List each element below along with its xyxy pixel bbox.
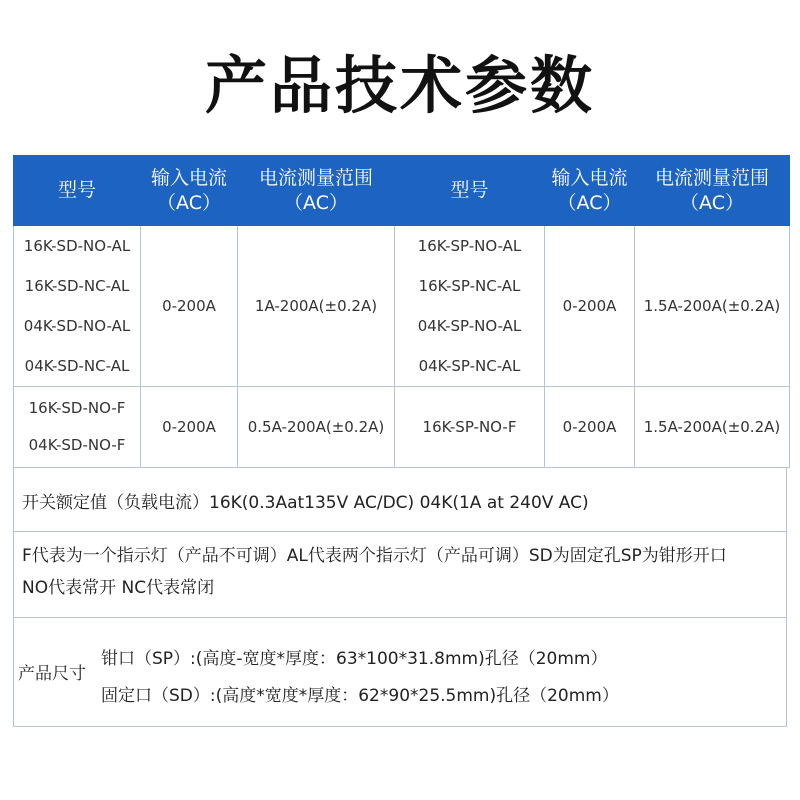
model-name: 16K-SD-NO-F <box>28 399 126 417</box>
header-model-2: 型号 <box>395 156 545 226</box>
model-name: 04K-SP-NC-AL <box>418 357 521 375</box>
model-name: 16K-SP-NC-AL <box>418 277 521 295</box>
model-name: 04K-SP-NO-AL <box>417 317 522 335</box>
header-measure-range: 电流测量范围 （AC） <box>238 156 395 226</box>
product-size-section <box>13 618 787 727</box>
model-name: 16K-SP-NO-AL <box>417 237 522 255</box>
model-name: 16K-SD-NC-AL <box>24 277 130 295</box>
size-sd-line: 固定口（SD）:(高度*宽度*厚度：62*90*25.5mm)孔径（20mm） <box>101 686 619 706</box>
model-name: 04K-SD-NC-AL <box>24 357 130 375</box>
model-name: 04K-SD-NO-AL <box>23 317 131 335</box>
header-measure-range-2: 电流测量范围 （AC） <box>635 156 790 226</box>
measure-range-cell: 1A-200A(±0.2A) <box>238 226 395 387</box>
header-input-current-2: 输入电流 （AC） <box>545 156 635 226</box>
legend-line: NO代表常开 NC代表常闭 <box>22 578 215 598</box>
product-size-label: 产品尺寸 <box>18 664 86 684</box>
spec-table <box>13 155 790 468</box>
model-name: 16K-SP-NO-F <box>395 387 545 468</box>
model-name: 04K-SD-NO-F <box>28 436 126 454</box>
input-current-cell: 0-200A <box>545 226 635 387</box>
legend-line: F代表为一个指示灯（产品不可调）AL代表两个指示灯（产品可调）SD为固定孔SP为钳形开口 <box>22 546 727 566</box>
measure-range-cell: 0.5A-200A(±0.2A) <box>238 387 395 468</box>
model-list-left <box>14 387 141 468</box>
size-sp-line: 钳口（SP）:(高度-宽度*厚度：63*100*31.8mm)孔径（20mm） <box>101 649 608 669</box>
model-list-right <box>395 226 545 387</box>
model-legend-note <box>13 532 787 618</box>
measure-range-cell: 1.5A-200A(±0.2A) <box>635 226 790 387</box>
measure-range-cell: 1.5A-200A(±0.2A) <box>635 387 790 468</box>
input-current-cell: 0-200A <box>141 387 238 468</box>
table-header-row <box>14 156 790 226</box>
table-row <box>14 387 790 468</box>
switch-rating-note: 开关额定值（负载电流）16K(0.3Aat135V AC/DC) 04K(1A at 240V AC) <box>13 468 787 532</box>
input-current-cell: 0-200A <box>545 387 635 468</box>
table-row <box>14 226 790 387</box>
model-name: 16K-SD-NO-AL <box>23 237 131 255</box>
input-current-cell: 0-200A <box>141 226 238 387</box>
model-list-left <box>14 226 141 387</box>
header-input-current: 输入电流 （AC） <box>141 156 238 226</box>
header-model: 型号 <box>14 156 141 226</box>
page-title: 产品技术参数 <box>204 49 595 122</box>
